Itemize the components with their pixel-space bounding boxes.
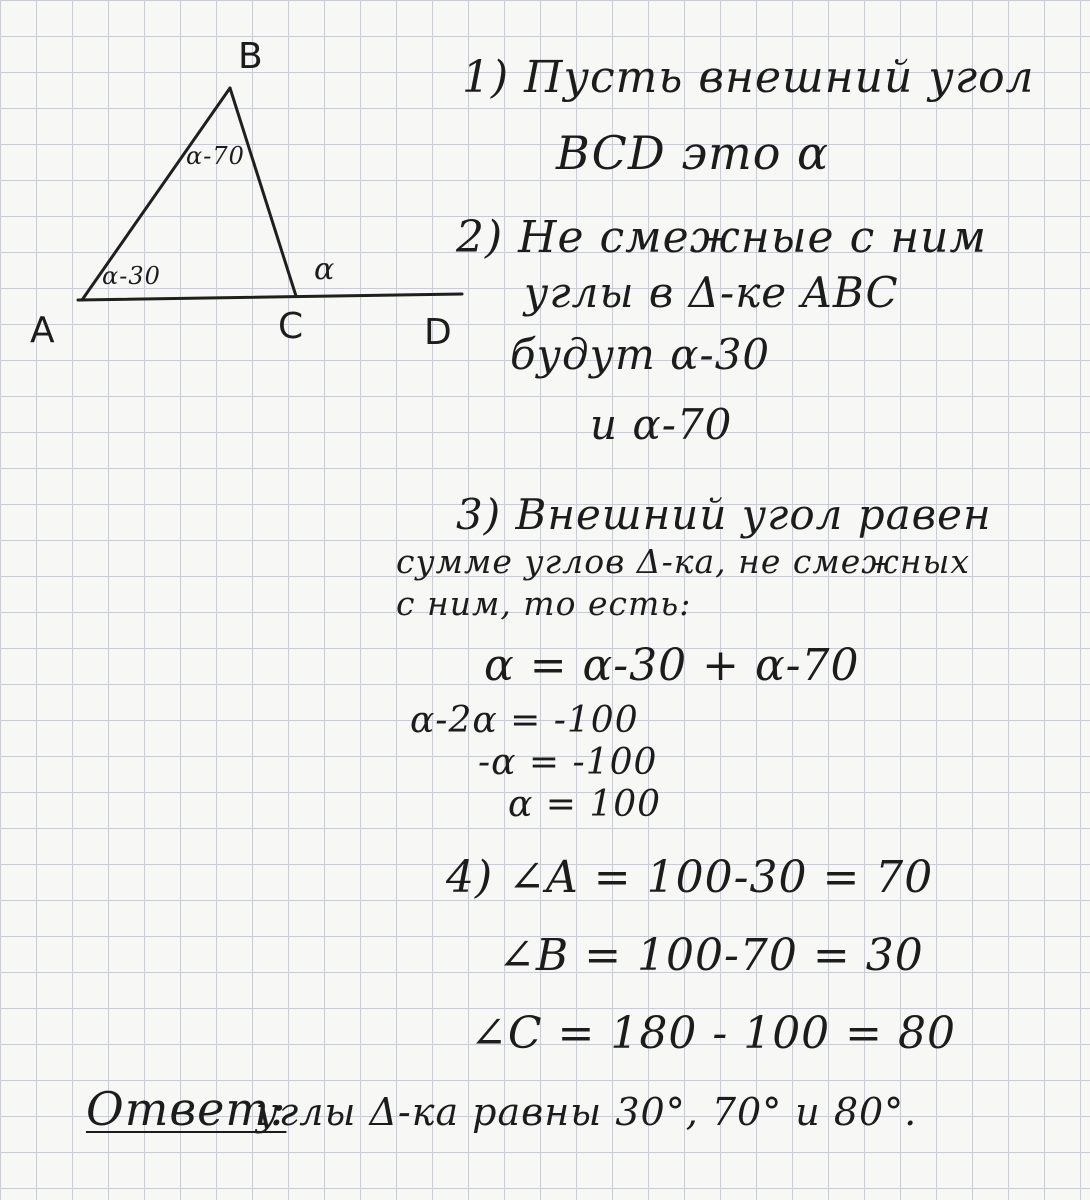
step4-line1: 4) ∠A = 100-30 = 70 bbox=[446, 852, 934, 903]
angle-a-label: α-30 bbox=[102, 262, 161, 290]
step3-line1: 3) Внешний угол равен bbox=[456, 490, 992, 539]
answer-text: углы Δ-ка равны 30°, 70° и 80°. bbox=[256, 1090, 918, 1134]
vertex-b-label: B bbox=[238, 36, 264, 77]
step1-line1: 1) Пусть внешний угол bbox=[462, 52, 1035, 103]
equation-3: -α = -100 bbox=[478, 742, 658, 783]
equation-2: α-2α = -100 bbox=[410, 700, 639, 741]
step4-line2: ∠B = 100-70 = 30 bbox=[498, 930, 924, 981]
equation-1: α = α-30 + α-70 bbox=[484, 640, 860, 691]
exterior-angle-label: α bbox=[314, 252, 336, 287]
step3-line3: с ним, то есть: bbox=[396, 584, 692, 623]
angle-b-label: α-70 bbox=[186, 142, 245, 170]
step2-line2: углы в Δ-ке ABC bbox=[524, 268, 899, 317]
step2-line3: будут α-30 bbox=[510, 330, 771, 379]
step3-line2: сумме углов Δ-ка, не смежных bbox=[396, 542, 970, 581]
step2-line4: и α-70 bbox=[590, 400, 733, 449]
side-bc bbox=[230, 88, 296, 296]
step4-line3: ∠C = 180 - 100 = 80 bbox=[470, 1008, 957, 1059]
vertex-c-label: C bbox=[278, 306, 305, 347]
step2-line1: 2) Не смежные с ним bbox=[456, 212, 987, 263]
vertex-d-label: D bbox=[424, 312, 453, 353]
equation-4: α = 100 bbox=[508, 784, 662, 825]
answer-word: Ответ: bbox=[86, 1082, 287, 1136]
step1-line2: BCD это α bbox=[556, 126, 830, 180]
line-ad bbox=[78, 294, 462, 300]
vertex-a-label: A bbox=[30, 310, 56, 351]
